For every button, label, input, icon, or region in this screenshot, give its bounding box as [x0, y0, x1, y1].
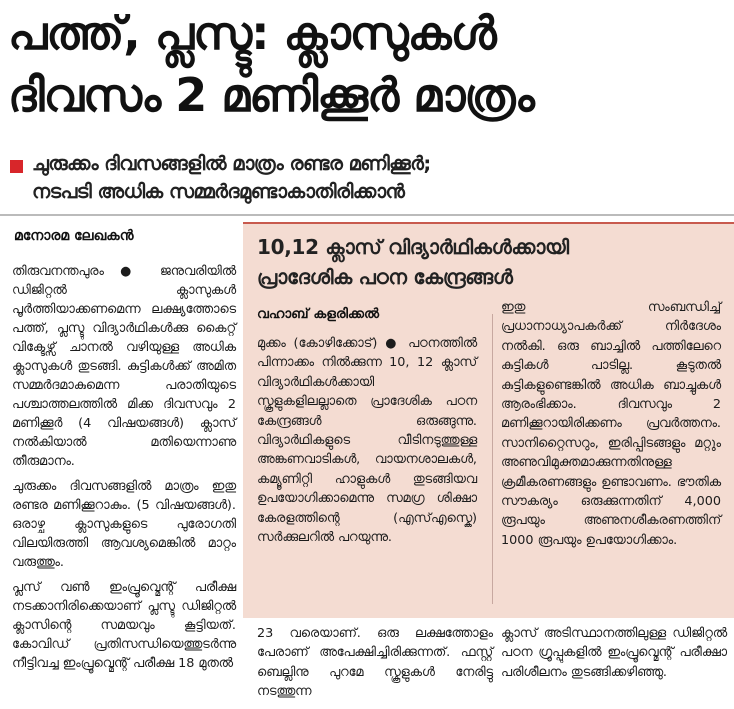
article-column-left	[12, 262, 236, 679]
headline-line-1: പത്ത്, പ്ലസ്ടു: ക്ലാസുകൾ	[8, 6, 496, 60]
subhead-line-2: നടപടി അധിക സമ്മർദമുണ്ടാകാതിരിക്കാൻ	[32, 180, 405, 203]
paragraph: ചുരുക്കം ദിവസങ്ങളിൽ മാത്രം ഇതു രണ്ടര മണിക്കൂറാകും. (5 വിഷയങ്ങൾ). ഒരാഴ്ച ക്ലാസുകളുടെ പുരോഗതി വിലയിരുത്തി ആവശ്യമെങ്കിൽ മാറ്റം വരുത്തും.	[12, 479, 236, 570]
sidebar-title	[257, 232, 717, 292]
sidebar-title-line-1: 10,12 ക്ലാസ് വിദ്യാർഥികൾക്കായി	[257, 235, 569, 259]
paragraph: തിരുവനന്തപുരം ● ജനുവരിയിൽ ഡിജിറ്റൽ ക്ലാസുകൾ പൂർത്തിയാക്കണമെന്ന ലക്ഷ്യത്തോടെ പത്ത്, പ്ലസ്ടു വിദ്യാർഥികൾക്കു കൈറ്റ് വിക്ടേഴ്സ് ചാനൽ വഴിയുള്ള അധിക ക്ലാസുകൾ തുടങ്ങി. കുട്ടികൾക്ക് അമിത സമ്മർദമാകുമെന്ന പരാതിയുടെ പശ്ചാത്തലത്തിൽ മിക്ക ദിവസവും 2 മണിക്കൂർ (4 വിഷയങ്ങൾ) ക്ലാസ് നൽകിയാൽ മതിയെന്നാണു തീരുമാനം.	[12, 264, 236, 469]
sidebar-column-1: മുക്കം (കോഴിക്കോട്) ● പഠനത്തിൽ പിന്നാക്കം നിൽക്കുന്ന 10, 12 ക്ലാസ് വിദ്യാർഥികൾക്കായി സ്കൂളുകളിലല്ലാതെ പ്രാദേശിക പഠന കേന്ദ്രങ്ങൾ ഒരുങ്ങുന്നു. വിദ്യാർഥികളുടെ വീടിനടുത്തുള്ള അങ്കണവാടികൾ, വായനശാലകൾ, കമ്യൂണിറ്റി ഹാളുകൾ തുടങ്ങിയവ ഉപയോഗിക്കാമെന്നു സമഗ്ര ശിക്ഷാ കേരളത്തിന്റെ (എസ്എസ്കെ) സർക്കുലറിൽ പറയുന്നു.	[257, 336, 477, 546]
red-square-icon	[10, 160, 23, 173]
sidebar-box	[243, 222, 734, 618]
divider	[0, 214, 734, 216]
headline-line-2: ദിവസം 2 മണിക്കൂർ മാത്രം	[8, 68, 534, 122]
column-divider	[492, 314, 493, 604]
sidebar-column-2: ഇതു സംബന്ധിച്ച് പ്രധാനാധ്യാപകർക്ക് നിർദേശം നൽകി. ഒരു ബാച്ചിൽ പത്തിലേറെ കുട്ടികൾ പാടില്ല. കൂടുതൽ കുട്ടികളുണ്ടെങ്കിൽ അധിക ബാച്ചുകൾ ആരംഭിക്കാം. ദിവസവും 2 മണിക്കൂറായിരിക്കണം പ്രവർത്തനം. സാനിറ്റൈസറും, ഇരിപ്പിടങ്ങളും മറ്റും അണുവിമുക്തമാക്കുന്നതിനുള്ള ക്രമീകരണങ്ങളും ഉണ്ടാവണം. ഭൗതിക സൗകര്യം ഒരുക്കുന്നതിന് 4,000 രൂപയും അണുനശീകരണത്തിന് 1000 രൂപയും ഉപയോഗിക്കാം.	[501, 300, 721, 548]
headline	[8, 2, 728, 126]
paragraph: പ്ലസ് വൺ ഇംപ്രൂവ്മെന്റ് പരീക്ഷ നടക്കാനിരിക്കെയാണ് പ്ലസ്ടു ഡിജിറ്റൽ ക്ലാസിന്റെ സമയവും കൂട്ടിയത്. കോവിഡ് പ്രതിസന്ധിയെത്തുടർന്നു നീട്ടിവച്ച ഇംപ്രൂവ്മെന്റ് പരീക്ഷ 18 മുതൽ	[12, 580, 236, 671]
subheadline	[32, 150, 722, 206]
article-continuation-middle: 23 വരെയാണ്. ഒരു ലക്ഷത്തോളം പേരാണ് അപേക്ഷിച്ചിരിക്കുന്നത്. ഫസ്റ്റ് ബെല്ലിനു പുറമേ സ്കൂളുകൾ നേരിട്ടു നടത്തുന്ന	[257, 626, 493, 700]
sidebar-title-line-2: പ്രാദേശിക പഠന കേന്ദ്രങ്ങൾ	[257, 265, 513, 289]
sidebar-byline: വഹാബ് കളരിക്കൽ	[257, 306, 380, 322]
article-continuation-right: ക്ലാസ് അടിസ്ഥാനത്തിലുള്ള ഡിജിറ്റൽ പഠന ഗ്രൂപ്പുകളിൽ ഇംപ്രൂവ്മെന്റ് പരീക്ഷാ പരിശീലനം തുടങ്ങിക്കഴിഞ്ഞു.	[501, 626, 727, 680]
byline: മനോരമ ലേഖകൻ	[14, 228, 134, 244]
subhead-line-1: ചുരുക്കം ദിവസങ്ങളിൽ മാത്രം രണ്ടര മണിക്കൂർ;	[32, 152, 431, 175]
